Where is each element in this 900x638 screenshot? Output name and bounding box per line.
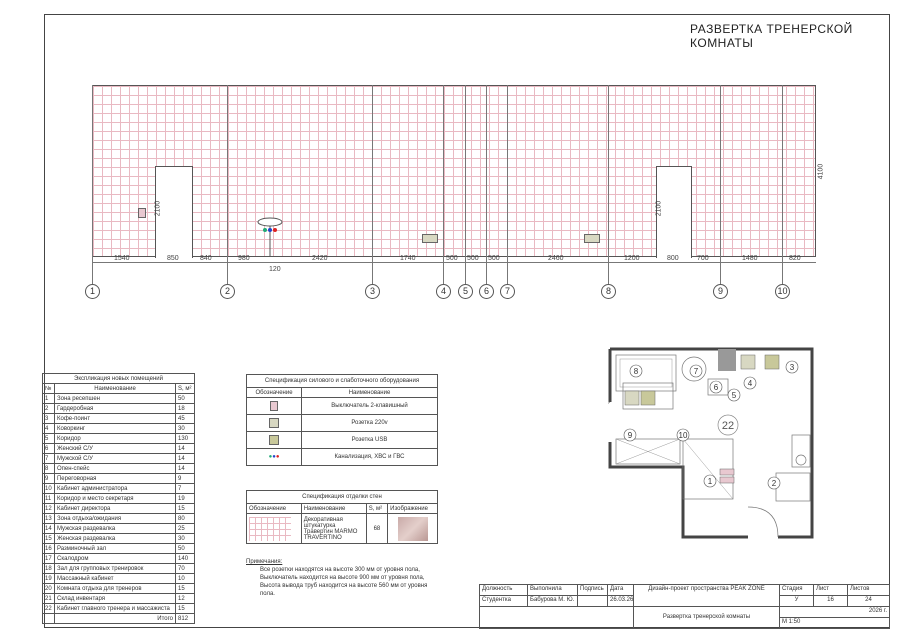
dimension-label: 980 (238, 255, 250, 262)
room-number: 3 (43, 414, 55, 424)
table-row (43, 404, 195, 414)
stamp-sheet: 16 (814, 596, 848, 607)
room-area: 18 (176, 404, 195, 414)
room-name: Кабинет главного тренера и массажиста (54, 604, 175, 614)
room-name: Зал для групповых тренировок (54, 564, 175, 574)
room-name: Коворкинг (54, 424, 175, 434)
axis-line (372, 85, 373, 284)
stamp-header: Выполнила (528, 585, 578, 596)
stamp-project: Дизайн-проект пространства PEAK ZONE (634, 585, 780, 607)
room-number: 2 (43, 404, 55, 414)
room-name: Кабинет администратора (54, 484, 175, 494)
room-area: 70 (176, 564, 195, 574)
table-row (43, 554, 195, 564)
room-name: Зона отдыха/ожидания (54, 514, 175, 524)
table-row (43, 484, 195, 494)
stamp-year: 2026 г. (780, 607, 890, 618)
axis-line (782, 85, 783, 284)
room-name: Массажный кабинет (54, 574, 175, 584)
dimension-label: 1480 (742, 255, 758, 262)
dimension-label: 1200 (624, 255, 640, 262)
room-number: 22 (43, 604, 55, 614)
stamp-stage: У (780, 596, 814, 607)
table-row (43, 544, 195, 554)
room-area: 45 (176, 414, 195, 424)
axis-line (720, 85, 721, 284)
socket-usb-icon (269, 435, 279, 445)
room-name: Гардеробная (54, 404, 175, 414)
room-area: 50 (176, 394, 195, 404)
axis-line (507, 85, 508, 284)
stamp-header: Подпись (578, 585, 608, 596)
axis-marker: 2 (220, 284, 235, 299)
stamp-scale: М 1:50 (780, 618, 890, 629)
axis-marker: 7 (500, 284, 515, 299)
room-name: Переговорная (54, 474, 175, 484)
room-number: 6 (43, 444, 55, 454)
col-header: S, м² (366, 504, 387, 514)
room-name: Кофе-поинт (54, 414, 175, 424)
travertine-swatch (249, 517, 291, 541)
switch-icon (270, 401, 278, 411)
dimension-label: 2460 (548, 255, 564, 262)
room-name: Скалодром (54, 554, 175, 564)
finish-name: Декоративная штукатурка Травертин MARMO TRAVERTINO (301, 514, 366, 544)
room-name: Мужская раздевалка (54, 524, 175, 534)
travertine-image (398, 517, 428, 541)
spec-item: Выключатель 2-клавишный (302, 398, 438, 415)
room-number: 12 (43, 504, 55, 514)
dimension-label: 500 (467, 255, 479, 262)
room-number: 9 (43, 474, 55, 484)
room-area: 30 (176, 424, 195, 434)
dimension-label: 1740 (400, 255, 416, 262)
table-row (43, 494, 195, 504)
stamp-date: 26.03.26 (608, 596, 634, 607)
room-area: 140 (176, 554, 195, 564)
room-area: 25 (176, 524, 195, 534)
room-area: 12 (176, 594, 195, 604)
room-number: 21 (43, 594, 55, 604)
room-number: 1 (43, 394, 55, 404)
pipes-icon: ● (268, 454, 273, 460)
room-name: Зона ресепшен (54, 394, 175, 404)
stamp-role: Студентка (480, 596, 528, 607)
col-header: Изображение (388, 504, 438, 514)
note-item: Выключатель находится на высоте 900 мм от уровня пола, (260, 575, 425, 581)
room-number: 14 (43, 524, 55, 534)
table-row (43, 514, 195, 524)
plan-marker: 6 (713, 383, 719, 392)
plan-marker: 8 (633, 367, 639, 376)
room-area: 15 (176, 584, 195, 594)
rooms-table-title: Экспликация новых помещений (43, 374, 195, 384)
dimension-label: 1540 (114, 255, 130, 262)
dimension-label: 500 (446, 255, 458, 262)
floor-plan (608, 347, 814, 539)
total-value: 812 (176, 614, 195, 624)
switch-icon (138, 208, 146, 218)
room-number: 4 (43, 424, 55, 434)
axis-line (92, 85, 93, 284)
wall-height: 4100 (817, 163, 825, 180)
stamp-header: Листов (848, 585, 890, 596)
table-row (43, 414, 195, 424)
table-row (43, 604, 195, 614)
table-row (43, 504, 195, 514)
room-number: 22 (721, 420, 735, 432)
plan-marker: 4 (747, 379, 753, 388)
dimension-label: 850 (167, 255, 179, 262)
room-area: 130 (176, 434, 195, 444)
axis-marker: 8 (601, 284, 616, 299)
room-area: 14 (176, 444, 195, 454)
table-row (43, 474, 195, 484)
room-name: Женская раздевалка (54, 534, 175, 544)
room-area: 50 (176, 544, 195, 554)
table-row (43, 394, 195, 404)
plan-marker: 2 (771, 479, 777, 488)
finish-spec-title: Спецификация отделки стен (247, 491, 438, 504)
equipment-spec-table: Спецификация силового и слаботочного оборудования Обозначение Наименование Выключатель 2-клавишный Розетка 220v Розетка USB ●●● Канализация, ХВС и ГВС (246, 374, 438, 466)
room-number: 18 (43, 564, 55, 574)
stamp-header: Дата (608, 585, 634, 596)
room-area: 14 (176, 454, 195, 464)
room-name: Женский С/У (54, 444, 175, 454)
dimension-label: 2420 (312, 255, 328, 262)
axis-line (227, 85, 228, 284)
room-number: 13 (43, 514, 55, 524)
total-label: Итого (54, 614, 175, 624)
page-title: РАЗВЕРТКА ТРЕНЕРСКОЙ КОМНАТЫ (690, 22, 853, 50)
socket-220-icon (269, 418, 279, 428)
room-number: 20 (43, 584, 55, 594)
stamp-header: Стадия (780, 585, 814, 596)
dimension-label: 500 (488, 255, 500, 262)
axis-marker: 3 (365, 284, 380, 299)
col-header: Обозначение (247, 504, 302, 514)
table-row (43, 594, 195, 604)
stamp-sheets: 24 (848, 596, 890, 607)
spec-item: Розетка USB (302, 432, 438, 449)
table-row (43, 524, 195, 534)
rooms-table (42, 373, 195, 624)
room-name: Комната отдыха для тренеров (54, 584, 175, 594)
title-block (479, 584, 890, 629)
room-number: 7 (43, 454, 55, 464)
table-row (43, 464, 195, 474)
room-number: 11 (43, 494, 55, 504)
note-item: Все розетки находятся на высоте 300 мм от уровня пола, (260, 567, 420, 573)
room-area: 19 (176, 494, 195, 504)
stamp-sheet-title: Развертка тренерской комнаты (634, 607, 780, 629)
axis-marker: 9 (713, 284, 728, 299)
room-name: Склад инвентаря (54, 594, 175, 604)
dimension-line (92, 262, 816, 263)
room-name: Опен-спейс (54, 464, 175, 474)
table-row (43, 534, 195, 544)
room-area: 30 (176, 534, 195, 544)
room-name: Мужской С/У (54, 454, 175, 464)
room-number: 8 (43, 464, 55, 474)
equipment-spec-title: Спецификация силового и слаботочного оборудования (247, 375, 438, 388)
door-left-height: 2100 (154, 200, 162, 217)
table-row (43, 424, 195, 434)
socket-220-icon (422, 234, 438, 243)
room-number: 15 (43, 534, 55, 544)
notes (246, 558, 440, 598)
socket-usb-icon (584, 234, 600, 243)
col-header: S, м² (176, 384, 195, 394)
plan-marker: 1 (707, 477, 713, 486)
room-number: 17 (43, 554, 55, 564)
dimension-label: 840 (200, 255, 212, 262)
stamp-header: Лист (814, 585, 848, 596)
dimension-label: 800 (667, 255, 679, 262)
axis-marker: 5 (458, 284, 473, 299)
dimension-label: 820 (789, 255, 801, 262)
door-right-height: 2100 (655, 200, 663, 217)
room-number: 16 (43, 544, 55, 554)
room-number: 19 (43, 574, 55, 584)
sink-icon (255, 217, 285, 257)
stamp-header: Должность (480, 585, 528, 596)
room-name: Коридор и место секретаря (54, 494, 175, 504)
wall-elevation (92, 85, 816, 257)
col-header: Наименование (54, 384, 175, 394)
axis-marker: 6 (479, 284, 494, 299)
plan-marker: 5 (731, 391, 737, 400)
spec-item: Розетка 220v (302, 415, 438, 432)
room-name: Коридор (54, 434, 175, 444)
spec-item: Канализация, ХВС и ГВС (302, 449, 438, 466)
room-area: 80 (176, 514, 195, 524)
axis-line (443, 85, 444, 284)
note-item: Высота вывода труб находится на высоте 560 мм от уровня пола. (260, 583, 428, 597)
room-area: 7 (176, 484, 195, 494)
axis-marker: 1 (85, 284, 100, 299)
col-header: № (43, 384, 55, 394)
room-number: 10 (43, 484, 55, 494)
stamp-name: Бабурова М. Ю. (528, 596, 578, 607)
finish-spec-table (246, 490, 438, 544)
sink-offset: 120 (269, 266, 281, 273)
axis-line (486, 85, 487, 284)
plan-marker: 3 (789, 363, 795, 372)
table-row (43, 564, 195, 574)
axis-line (608, 85, 609, 284)
axis-marker: 4 (436, 284, 451, 299)
dimension-label: 700 (697, 255, 709, 262)
room-area: 10 (176, 574, 195, 584)
room-name: Кабинет директора (54, 504, 175, 514)
finish-area: 68 (366, 514, 387, 544)
room-area: 15 (176, 504, 195, 514)
table-row (43, 454, 195, 464)
room-number: 5 (43, 434, 55, 444)
plan-marker: 10 (678, 431, 688, 440)
notes-title: Примечания: (246, 559, 283, 565)
room-name: Разминочный зал (54, 544, 175, 554)
room-area: 9 (176, 474, 195, 484)
col-header: Наименование (302, 388, 438, 398)
plan-marker: 9 (627, 431, 633, 440)
col-header: Обозначение (247, 388, 302, 398)
table-row (43, 444, 195, 454)
axis-line (465, 85, 466, 284)
table-row (43, 434, 195, 444)
room-area: 15 (176, 604, 195, 614)
col-header: Наименование (301, 504, 366, 514)
table-row (43, 574, 195, 584)
axis-marker: 10 (775, 284, 790, 299)
room-area: 14 (176, 464, 195, 474)
plan-marker: 7 (693, 367, 699, 376)
table-row (43, 584, 195, 594)
